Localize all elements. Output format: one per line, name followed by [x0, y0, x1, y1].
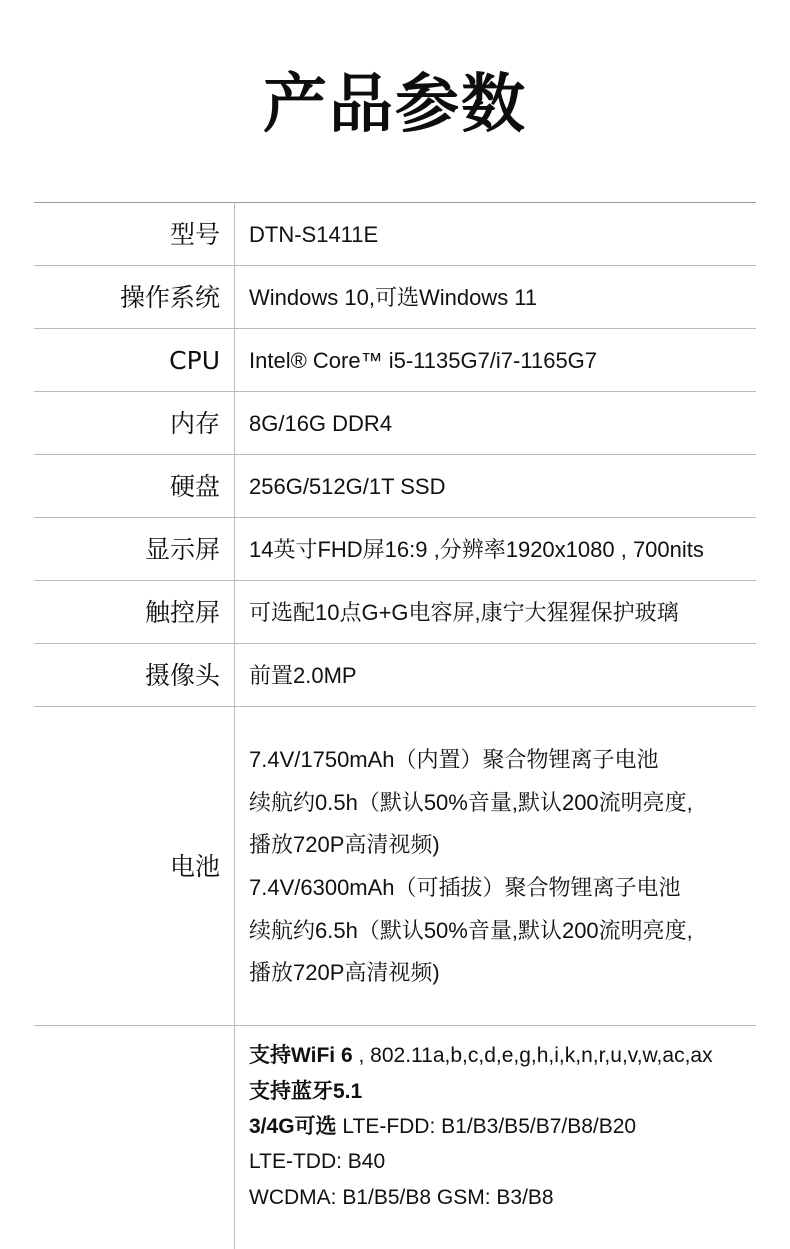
spec-label-cpu: CPU — [169, 345, 220, 375]
specifications-table — [34, 202, 756, 1249]
spec-label-storage: 硬盘 — [169, 471, 220, 501]
network-line-rest: WCDMA: B1/B5/B8 GSM: B3/B8 — [249, 1185, 554, 1209]
spec-value-camera: 前置2.0MP — [235, 644, 757, 707]
battery-line: 续航约0.5h（默认50%音量,默认200流明亮度, — [249, 789, 693, 815]
battery-line: 续航约6.5h（默认50%音量,默认200流明亮度, — [249, 917, 693, 943]
spec-value-memory: 8G/16G DDR4 — [235, 392, 757, 455]
spec-value-cpu: Intel® Core™ i5-1135G7/i7-1165G7 — [235, 329, 757, 392]
network-line-bold: 3/4G可选 — [249, 1115, 337, 1139]
network-line-rest: LTE-FDD: B1/B3/B5/B7/B8/B20 — [336, 1115, 637, 1139]
spec-value-touchscreen: 可选配10点G+G电容屏,康宁大猩猩保护玻璃 — [235, 581, 757, 644]
battery-line: 7.4V/1750mAh（内置）聚合物锂离子电池 — [249, 746, 659, 772]
spec-value-model: DTN-S1411E — [235, 203, 757, 266]
table-row — [34, 329, 756, 392]
table-row — [34, 392, 756, 455]
table-row — [34, 644, 756, 707]
battery-line: 播放720P高清视频) — [249, 832, 440, 858]
network-line-bold: 支持WiFi 6 — [249, 1044, 353, 1068]
spec-label-model: 型号 — [169, 219, 220, 249]
spec-label-touchscreen: 触控屏 — [144, 597, 220, 627]
network-line-rest: , 802.11a,b,c,d,e,g,h,i,k,n,r,u,v,w,ac,ax — [352, 1044, 713, 1068]
network-line-bold: 支持蓝牙5.1 — [249, 1079, 363, 1103]
table-row — [34, 266, 756, 329]
network-line — [249, 1148, 756, 1176]
spec-value-os: Windows 10,可选Windows 11 — [235, 266, 757, 329]
table-row — [34, 1026, 756, 1249]
spec-value-storage: 256G/512G/1T SSD — [235, 455, 757, 518]
spec-label-battery: 电池 — [169, 851, 220, 881]
table-row — [34, 203, 756, 266]
spec-value-network — [235, 1026, 757, 1249]
spec-label-camera: 摄像头 — [144, 660, 220, 690]
table-row — [34, 581, 756, 644]
network-line — [249, 1113, 756, 1141]
spec-label-os: 操作系统 — [119, 282, 220, 312]
spec-label-network — [34, 1026, 235, 1249]
table-row — [34, 518, 756, 581]
table-row — [34, 455, 756, 518]
table-row — [34, 707, 756, 1026]
battery-line: 播放720P高清视频) — [249, 960, 440, 986]
spec-value-battery — [235, 707, 757, 1026]
network-line — [249, 1042, 756, 1070]
network-line — [249, 1078, 756, 1106]
spec-label-display: 显示屏 — [144, 534, 220, 564]
spec-label-memory: 内存 — [169, 408, 220, 438]
network-line — [249, 1184, 756, 1212]
page-title: 产品参数 — [263, 68, 527, 142]
battery-line: 7.4V/6300mAh（可插拔）聚合物锂离子电池 — [249, 874, 681, 900]
spec-value-display: 14英寸FHD屏16:9 ,分辨率1920x1080 , 700nits — [235, 518, 757, 581]
network-line-rest: LTE-TDD: B40 — [249, 1150, 386, 1174]
